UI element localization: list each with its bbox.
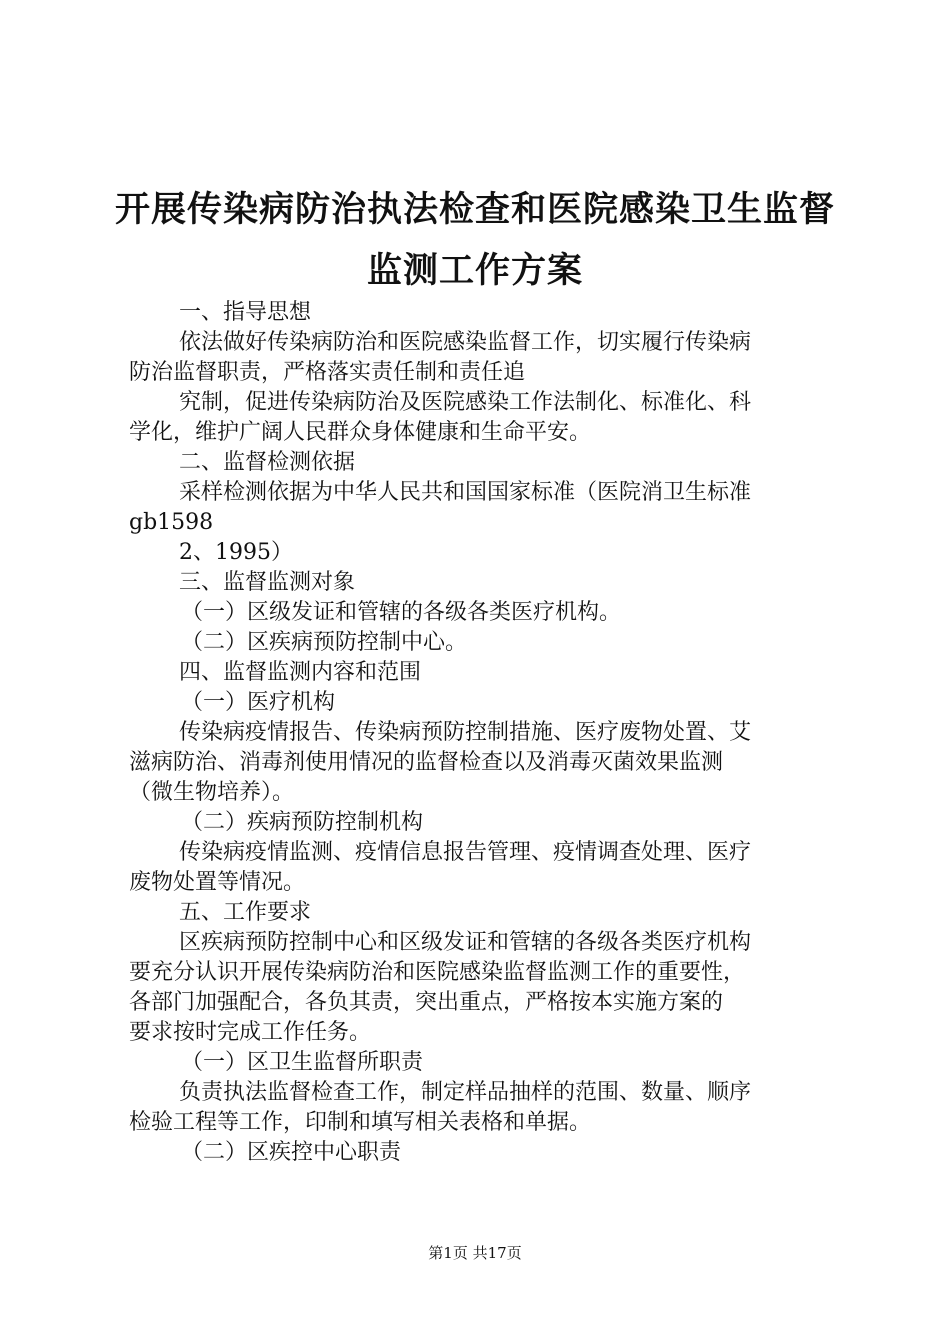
page-number-footer: 第1页 共17页	[428, 1244, 522, 1262]
paragraph-line: 学化，维护广阔人民群众身体健康和生命平安。	[129, 420, 592, 445]
subsection-heading: （二）区疾控中心职责	[181, 1140, 402, 1165]
subsection-heading: （二）疾病预防控制机构	[181, 810, 424, 835]
paragraph-line: 废物处置等情况。	[129, 870, 306, 895]
section-heading: 一、指导思想	[179, 300, 312, 325]
paragraph-line: 要求按时完成工作任务。	[129, 1020, 372, 1045]
list-item: （一）区级发证和管辖的各级各类医疗机构。	[181, 600, 622, 625]
document-title-line-2: 监测工作方案	[366, 250, 583, 291]
paragraph-line: 区疾病预防控制中心和区级发证和管辖的各级各类医疗机构	[179, 930, 752, 955]
paragraph-line: 2、1995）	[179, 540, 293, 565]
paragraph-line: 传染病疫情报告、传染病预防控制措施、医疗废物处置、艾	[179, 720, 752, 745]
paragraph-line: （微生物培养）。	[129, 780, 295, 805]
document-title-line-1: 开展传染病防治执法检查和医院感染卫生监督	[114, 189, 835, 230]
paragraph-line: 传染病疫情监测、疫情信息报告管理、疫情调查处理、医疗	[179, 840, 752, 865]
paragraph-line: 滋病防治、消毒剂使用情况的监督检查以及消毒灭菌效果监测	[129, 750, 724, 775]
subsection-heading: （一）区卫生监督所职责	[181, 1050, 424, 1075]
paragraph-line: 要充分认识开展传染病防治和医院感染监督监测工作的重要性，	[129, 960, 746, 985]
paragraph-line: 采样检测依据为中华人民共和国国家标准（医院消卫生标准	[179, 480, 752, 505]
paragraph-line: 检验工程等工作，印制和填写相关表格和单据。	[129, 1110, 592, 1135]
paragraph-line: 负责执法监督检查工作，制定样品抽样的范围、数量、顺序	[179, 1080, 752, 1105]
section-heading: 三、监督监测对象	[179, 570, 356, 595]
section-heading: 二、监督检测依据	[179, 450, 356, 475]
paragraph-line: 究制，促进传染病防治及医院感染工作法制化、标准化、科	[179, 390, 752, 415]
section-heading: 四、监督监测内容和范围	[179, 660, 422, 685]
paragraph-line: 依法做好传染病防治和医院感染监督工作，切实履行传染病	[179, 330, 752, 355]
paragraph-line: gb1598	[129, 510, 214, 535]
paragraph-line: 各部门加强配合，各负其责，突出重点，严格按本实施方案的	[129, 990, 724, 1015]
paragraph-line: 防治监督职责，严格落实责任制和责任追	[129, 360, 526, 385]
document-body	[129, 298, 839, 1168]
subsection-heading: （一）医疗机构	[181, 690, 336, 715]
section-heading: 五、工作要求	[179, 900, 312, 925]
list-item: （二）区疾病预防控制中心。	[181, 630, 468, 655]
